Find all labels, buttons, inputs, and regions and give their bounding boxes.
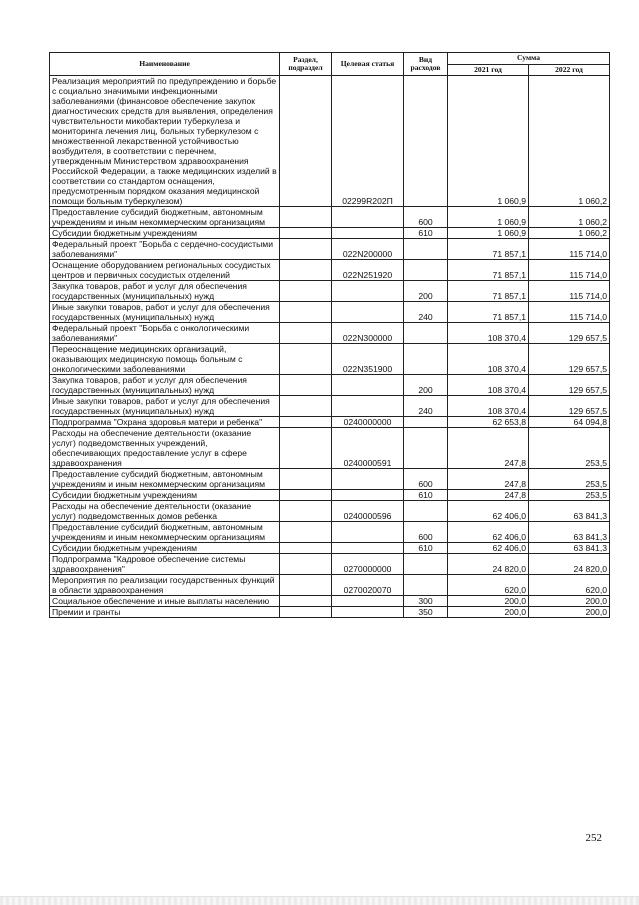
row-sum-2021: 62 406,0: [448, 501, 529, 522]
row-target: [332, 490, 404, 501]
row-type: 610: [404, 228, 448, 239]
row-target: 0240000596: [332, 501, 404, 522]
row-target: [332, 302, 404, 323]
row-type: [404, 575, 448, 596]
row-target: [332, 281, 404, 302]
row-type: [404, 239, 448, 260]
scan-edge: [0, 896, 639, 905]
row-sum-2022: 115 714,0: [529, 302, 610, 323]
row-name: Премии и гранты: [50, 607, 280, 618]
row-type: 350: [404, 607, 448, 618]
header-name: Наименование: [50, 53, 280, 76]
row-type: 600: [404, 207, 448, 228]
table-row: [50, 228, 610, 239]
table-row: [50, 302, 610, 323]
row-target: [332, 543, 404, 554]
table-row: [50, 490, 610, 501]
row-name: Федеральный проект "Борьба с онкологическими заболеваниями": [50, 323, 280, 344]
table-row: [50, 554, 610, 575]
row-target: [332, 607, 404, 618]
table-row: [50, 76, 610, 207]
table-header: [50, 53, 610, 76]
row-section: [280, 76, 332, 207]
row-sum-2021: 108 370,4: [448, 375, 529, 396]
row-target: 022N300000: [332, 323, 404, 344]
table-row: [50, 501, 610, 522]
row-target: [332, 375, 404, 396]
row-section: [280, 239, 332, 260]
row-section: [280, 469, 332, 490]
row-type: 200: [404, 375, 448, 396]
row-name: Расходы на обеспечение деятельности (оказание услуг) подведомственных учреждений, обеспечивающих предоставление услуг в сфере здравоохранения: [50, 428, 280, 469]
row-section: [280, 260, 332, 281]
row-sum-2021: 62 653,8: [448, 417, 529, 428]
row-type: [404, 554, 448, 575]
table-row: [50, 575, 610, 596]
row-sum-2022: 200,0: [529, 607, 610, 618]
row-sum-2021: 24 820,0: [448, 554, 529, 575]
row-type: 240: [404, 302, 448, 323]
row-name: Предоставление субсидий бюджетным, автономным учреждениям и иным некоммерческим организациям: [50, 207, 280, 228]
row-target: 0240000591: [332, 428, 404, 469]
row-target: [332, 522, 404, 543]
row-section: [280, 522, 332, 543]
row-name: Иные закупки товаров, работ и услуг для обеспечения государственных (муниципальных) нужд: [50, 302, 280, 323]
row-name: Реализация мероприятий по предупреждению и борьбе с социально значимыми инфекционными заболеваниями (финансовое обеспечение закупок диагностических средств для выявления, определения чувствительности микобактерии туберкулеза и мониторинга лечения лиц, больных туберкулезом с множественной лекарственной устойчивостью возбудителя, в соответствии с перечнем, утвержденным Министерством здравоохранения Российской Федерации, а также медицинских изделий в соответствии со стандартом оснащения, предусмотренным порядком оказания медицинской помощи больным туберкулезом): [50, 76, 280, 207]
row-section: [280, 575, 332, 596]
row-section: [280, 228, 332, 239]
row-name: Социальное обеспечение и иные выплаты населению: [50, 596, 280, 607]
row-target: 022N251920: [332, 260, 404, 281]
row-section: [280, 417, 332, 428]
row-section: [280, 323, 332, 344]
table-row: [50, 375, 610, 396]
table-row: [50, 396, 610, 417]
row-type: 240: [404, 396, 448, 417]
row-sum-2022: 63 841,3: [529, 543, 610, 554]
row-target: [332, 469, 404, 490]
row-name: Предоставление субсидий бюджетным, автономным учреждениям и иным некоммерческим организациям: [50, 522, 280, 543]
row-name: Иные закупки товаров, работ и услуг для обеспечения государственных (муниципальных) нужд: [50, 396, 280, 417]
row-sum-2022: 1 060,2: [529, 207, 610, 228]
row-name: Расходы на обеспечение деятельности (оказание услуг) подведомственных домов ребенка: [50, 501, 280, 522]
row-section: [280, 428, 332, 469]
table-row: [50, 596, 610, 607]
row-target: [332, 396, 404, 417]
row-type: [404, 417, 448, 428]
page-number: 252: [585, 832, 602, 844]
row-target: 0240000000: [332, 417, 404, 428]
row-sum-2021: 71 857,1: [448, 281, 529, 302]
row-target: [332, 207, 404, 228]
row-sum-2021: 108 370,4: [448, 323, 529, 344]
row-sum-2022: 1 060,2: [529, 228, 610, 239]
budget-table: [49, 52, 610, 618]
row-sum-2022: 63 841,3: [529, 501, 610, 522]
row-sum-2021: 71 857,1: [448, 260, 529, 281]
row-sum-2021: 247,8: [448, 469, 529, 490]
row-sum-2021: 200,0: [448, 607, 529, 618]
row-target: 0270000000: [332, 554, 404, 575]
row-target: [332, 596, 404, 607]
row-sum-2021: 71 857,1: [448, 302, 529, 323]
table-row: [50, 607, 610, 618]
row-sum-2022: 63 841,3: [529, 522, 610, 543]
row-sum-2021: 620,0: [448, 575, 529, 596]
row-section: [280, 596, 332, 607]
row-type: [404, 76, 448, 207]
row-sum-2021: 62 406,0: [448, 543, 529, 554]
header-target: Целевая статья: [332, 53, 404, 76]
row-sum-2022: 115 714,0: [529, 239, 610, 260]
row-type: 610: [404, 490, 448, 501]
row-name: Предоставление субсидий бюджетным, автономным учреждениям и иным некоммерческим организациям: [50, 469, 280, 490]
row-sum-2022: 129 657,5: [529, 396, 610, 417]
row-section: [280, 554, 332, 575]
row-type: [404, 428, 448, 469]
row-sum-2021: 1 060,9: [448, 228, 529, 239]
row-target: 0270020070: [332, 575, 404, 596]
row-target: 022N200000: [332, 239, 404, 260]
row-section: [280, 302, 332, 323]
table-row: [50, 281, 610, 302]
row-type: [404, 344, 448, 375]
table-body: [50, 76, 610, 618]
row-name: Переоснащение медицинских организаций, оказывающих медицинскую помощь больным с онкологическими заболеваниями: [50, 344, 280, 375]
row-type: 600: [404, 522, 448, 543]
row-sum-2021: 247,8: [448, 490, 529, 501]
table-row: [50, 207, 610, 228]
row-sum-2022: 115 714,0: [529, 260, 610, 281]
table-row: [50, 522, 610, 543]
row-sum-2021: 1 060,9: [448, 207, 529, 228]
row-name: Субсидии бюджетным учреждениям: [50, 228, 280, 239]
row-sum-2022: 129 657,5: [529, 344, 610, 375]
table-row: [50, 323, 610, 344]
row-type: [404, 501, 448, 522]
header-year-2021: 2021 год: [448, 64, 529, 76]
row-name: Подпрограмма "Кадровое обеспечение системы здравоохранения": [50, 554, 280, 575]
header-type: Вид расходов: [404, 53, 448, 76]
row-sum-2021: 62 406,0: [448, 522, 529, 543]
row-sum-2022: 253,5: [529, 469, 610, 490]
table-row: [50, 417, 610, 428]
row-section: [280, 207, 332, 228]
row-type: 200: [404, 281, 448, 302]
row-name: Субсидии бюджетным учреждениям: [50, 543, 280, 554]
row-name: Федеральный проект "Борьба с сердечно-сосудистыми заболеваниями": [50, 239, 280, 260]
row-sum-2022: 24 820,0: [529, 554, 610, 575]
row-type: [404, 323, 448, 344]
row-type: [404, 260, 448, 281]
table-row: [50, 543, 610, 554]
header-year-2022: 2022 год: [529, 64, 610, 76]
row-sum-2022: 115 714,0: [529, 281, 610, 302]
row-section: [280, 543, 332, 554]
table-row: [50, 469, 610, 490]
row-sum-2022: 253,5: [529, 490, 610, 501]
row-section: [280, 490, 332, 501]
row-sum-2021: 108 370,4: [448, 344, 529, 375]
row-sum-2022: 1 060,2: [529, 76, 610, 207]
row-target: 022N351900: [332, 344, 404, 375]
row-sum-2022: 253,5: [529, 428, 610, 469]
row-name: Мероприятия по реализации государственных функций в области здравоохранения: [50, 575, 280, 596]
table-row: [50, 260, 610, 281]
table-row: [50, 428, 610, 469]
row-sum-2021: 200,0: [448, 596, 529, 607]
row-section: [280, 396, 332, 417]
row-sum-2021: 71 857,1: [448, 239, 529, 260]
row-name: Закупка товаров, работ и услуг для обеспечения государственных (муниципальных) нужд: [50, 375, 280, 396]
row-target: 02299R202П: [332, 76, 404, 207]
row-sum-2021: 108 370,4: [448, 396, 529, 417]
row-sum-2021: 1 060,9: [448, 76, 529, 207]
table-row: [50, 344, 610, 375]
table-row: [50, 239, 610, 260]
header-sum: Сумма: [448, 53, 610, 65]
row-name: Оснащение оборудованием региональных сосудистых центров и первичных сосудистых отделений: [50, 260, 280, 281]
row-sum-2022: 620,0: [529, 575, 610, 596]
row-target: [332, 228, 404, 239]
row-sum-2021: 247,8: [448, 428, 529, 469]
row-sum-2022: 200,0: [529, 596, 610, 607]
row-name: Закупка товаров, работ и услуг для обеспечения государственных (муниципальных) нужд: [50, 281, 280, 302]
row-type: 300: [404, 596, 448, 607]
row-type: 600: [404, 469, 448, 490]
row-sum-2022: 129 657,5: [529, 375, 610, 396]
row-sum-2022: 129 657,5: [529, 323, 610, 344]
row-sum-2022: 64 094,8: [529, 417, 610, 428]
row-section: [280, 375, 332, 396]
header-section: Раздел, подраздел: [280, 53, 332, 76]
row-section: [280, 501, 332, 522]
row-section: [280, 607, 332, 618]
row-section: [280, 344, 332, 375]
row-name: Субсидии бюджетным учреждениям: [50, 490, 280, 501]
row-section: [280, 281, 332, 302]
row-type: 610: [404, 543, 448, 554]
row-name: Подпрограмма "Охрана здоровья матери и ребенка": [50, 417, 280, 428]
